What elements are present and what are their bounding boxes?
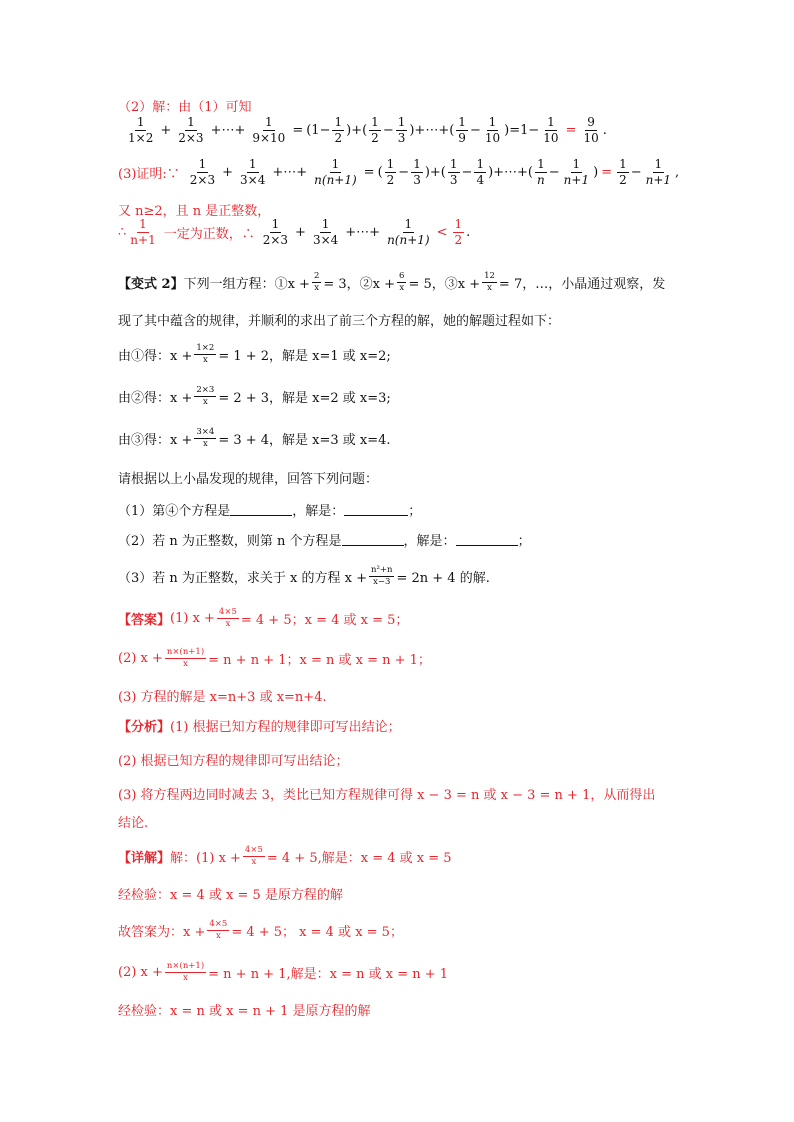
denominator: n	[537, 172, 545, 187]
step-text: = 1 + 2，解是 x=1 或 x=2;	[218, 348, 391, 364]
denominator: x	[202, 396, 208, 407]
detail-4	[118, 962, 448, 983]
question-text: = 2n + 4 的解.	[396, 570, 490, 586]
detail-text: 经检验：x = n 或 x = n + 1 是原方程的解	[118, 1004, 371, 1019]
operator: +⋯+	[272, 164, 308, 180]
question-3	[118, 566, 490, 587]
step-1	[118, 344, 391, 365]
numerator: 1	[331, 157, 340, 171]
question-text: ；	[408, 504, 422, 519]
denominator: x	[183, 658, 188, 669]
part3-proof-equation: (3)证明:∵ $\frac{1}{2\times 3}$ + $\frac{1}{3\times 4}$ +⋯+ $\frac{1}{n(n+1)}$ = ( $\frac{1}{2}$ − $\frac{1}{3}$ )+( $\frac{1}{3}$ − $\frac{1}{4}$ )+⋯+( $\frac{1}{n}$ − $\frac{1}{n+1}$ ) = $\frac{1}{2}$ − $\frac{1}{n+1}$ ,	[118, 157, 680, 187]
part2-title-text: （2）解：由（1）可知	[118, 100, 252, 115]
denominator: 10	[484, 130, 501, 145]
numerator: 1	[488, 115, 497, 129]
intro-text: = 3，②x +	[323, 276, 396, 292]
fraction	[397, 272, 406, 293]
denominator: x	[487, 282, 492, 293]
numerator: 4×5	[218, 607, 237, 617]
analysis-1	[118, 716, 401, 735]
fraction	[312, 272, 321, 293]
numerator: 4×5	[209, 919, 228, 929]
fraction	[369, 116, 381, 144]
condition-text: 又 n≥2，且 n 是正整数，	[118, 204, 271, 219]
denominator: 2	[334, 130, 343, 145]
answer-blank[interactable]	[456, 533, 518, 546]
fraction	[617, 158, 629, 186]
question-text: （1）第④个方程是	[118, 504, 231, 519]
fraction	[250, 116, 287, 144]
fraction	[238, 158, 267, 186]
fraction	[194, 428, 216, 449]
answer-text: (1) x +	[170, 610, 215, 626]
fraction	[369, 566, 394, 587]
detail-2	[118, 884, 343, 903]
answer-blank[interactable]	[342, 533, 404, 546]
answer-text: (2) x +	[118, 650, 163, 666]
operator: +	[160, 122, 172, 138]
denominator: x−3	[373, 576, 391, 587]
denominator: x	[183, 972, 188, 983]
fraction	[453, 218, 465, 246]
fraction	[194, 386, 216, 407]
fraction	[128, 218, 157, 246]
paren-group: )+(	[424, 164, 446, 180]
intro-text: = 7，…，小晶通过观察，发	[498, 276, 666, 292]
fraction	[644, 158, 673, 186]
denominator: 2×3	[178, 130, 204, 145]
answer-2	[118, 648, 431, 669]
numerator: 6	[399, 271, 405, 281]
fraction	[482, 272, 497, 293]
numerator: 3×4	[196, 427, 215, 437]
paren-group: )+⋯+(	[409, 122, 455, 138]
denominator: x	[399, 282, 405, 293]
question-text: ；	[517, 534, 531, 549]
proof-prefix: (3)证明:∵	[118, 166, 180, 182]
denominator: 2×3	[189, 172, 216, 187]
fraction	[207, 920, 229, 941]
step-3	[118, 428, 391, 449]
detail-3	[118, 920, 403, 941]
part3-conclusion: ∴ $\frac{1}{n+1}$ 一定为正数，∴ $\frac{1}{2\times 3}$ + $\frac{1}{3\times 4}$ +⋯+ $\frac{1}{n(n+1)}$ < $\frac{1}{2}$ .	[118, 217, 471, 247]
denominator: 2	[454, 232, 463, 247]
detail-text: 解：(1) x +	[170, 850, 241, 866]
denominator: 9×10	[252, 130, 286, 145]
denominator: 1×2	[128, 130, 154, 145]
detail-text: 经检验：x = 4 或 x = 5 是原方程的解	[118, 888, 343, 903]
denominator: 9	[458, 130, 466, 145]
numerator: 1	[619, 157, 627, 171]
analysis-tag: 【分析】	[118, 720, 171, 735]
denominator: 2	[386, 172, 395, 187]
fraction	[411, 158, 423, 186]
step-text: = 2 + 3，解是 x=2 或 x=3;	[218, 390, 391, 406]
detail-text: = 4 + 5,解是：x = 4 或 x = 5	[266, 850, 452, 866]
numerator: 1	[454, 217, 463, 231]
answer-1	[118, 608, 408, 629]
intro-text: 现了其中蕴含的规律，并顺利的求出了前三个方程的解，她的解题过程如下：	[118, 314, 561, 329]
denominator: 10	[543, 130, 559, 145]
variant-tag: 【变式 2】	[118, 276, 184, 292]
fraction	[483, 116, 502, 144]
numerator: 1	[139, 217, 147, 231]
answer-blank[interactable]	[230, 503, 292, 516]
paren-group: )=1−	[504, 122, 540, 138]
fraction	[448, 158, 460, 186]
paren-group: )	[593, 164, 599, 180]
denominator: 2	[619, 172, 627, 187]
analysis-2	[118, 750, 349, 769]
denominator: n+1	[563, 172, 590, 187]
denominator: n(n+1)	[387, 232, 430, 247]
part2-sum-equation	[124, 116, 607, 144]
denominator: x	[202, 354, 208, 365]
fraction	[243, 846, 265, 867]
denominator: n(n+1)	[314, 172, 357, 187]
numerator: 1	[271, 217, 280, 231]
step-text: = 3 + 4，解是 x=3 或 x=4.	[218, 432, 391, 448]
detail-text: = n + n + 1,解是：x = n 或 x = n + 1	[208, 966, 449, 982]
fraction	[474, 158, 486, 186]
operator: −	[469, 122, 481, 138]
answer-blank[interactable]	[344, 503, 408, 516]
denominator: n+1	[645, 172, 672, 187]
operator: −	[382, 122, 394, 138]
step-text: 由③得：x +	[118, 432, 193, 448]
numerator: 1	[397, 115, 406, 129]
answer-text: = 4 + 5；x = 4 或 x = 5；	[240, 612, 409, 628]
conclusion-text: 一定为正数，∴	[163, 226, 255, 242]
fraction	[126, 116, 155, 144]
therefore-symbol: ∴	[118, 224, 127, 240]
paren-group: (	[377, 164, 383, 180]
denominator: x	[251, 856, 257, 867]
detail-tag: 【详解】	[118, 850, 171, 866]
detail-text: = 4 + 5； x = 4 或 x = 5；	[231, 924, 403, 940]
question-text: ，解是：	[292, 504, 345, 519]
fraction	[312, 158, 359, 186]
answer-3	[118, 686, 327, 705]
numerator: 2×3	[196, 385, 215, 395]
numerator: 1	[654, 157, 663, 171]
punctuation: .	[602, 122, 607, 138]
denominator: 4	[476, 172, 485, 187]
numerator: 1	[334, 115, 343, 129]
operator: <	[436, 224, 448, 240]
detail-text: 故答案为：x +	[118, 924, 206, 940]
fraction	[581, 116, 600, 144]
variant-intro-cont	[118, 310, 560, 329]
operator: =	[363, 164, 375, 180]
operator: =	[601, 164, 613, 180]
fraction	[535, 158, 547, 186]
numerator: n×(n+1)	[166, 961, 205, 971]
denominator: x	[314, 282, 320, 293]
denominator: n+1	[130, 232, 156, 247]
analysis-text: 结论.	[118, 816, 149, 831]
denominator: 10	[583, 130, 599, 145]
numerator: 1×2	[196, 343, 215, 353]
intro-text: 下列一组方程：①x +	[183, 276, 310, 292]
numerator: 1	[321, 217, 330, 231]
numerator: 1	[547, 115, 555, 129]
fraction	[396, 116, 408, 144]
numerator: 1	[537, 157, 545, 171]
answer-tag: 【答案】	[118, 612, 171, 628]
denominator: 3	[449, 172, 458, 187]
punctuation: ,	[675, 164, 680, 180]
detail-5	[118, 1000, 371, 1019]
numerator: 1	[572, 157, 581, 171]
analysis-3	[118, 784, 655, 803]
analysis-4	[118, 812, 148, 831]
operator: +⋯+	[210, 122, 246, 138]
numerator: 12	[484, 271, 495, 281]
analysis-text: (1) 根据已知方程的规律即可写出结论；	[170, 720, 401, 735]
operator: =	[565, 122, 577, 138]
numerator: 1	[265, 115, 273, 129]
fraction	[385, 158, 397, 186]
fraction	[188, 158, 217, 186]
question-2	[118, 530, 531, 549]
fraction	[261, 218, 290, 246]
denominator: x	[225, 618, 231, 629]
step-text: 由①得：x +	[118, 348, 193, 364]
denominator: 3	[413, 172, 421, 187]
numerator: 2	[313, 271, 320, 281]
answer-text: = n + n + 1；x = n 或 x = n + 1；	[208, 652, 431, 668]
numerator: 1	[458, 115, 466, 129]
fraction	[311, 218, 340, 246]
fraction	[456, 116, 468, 144]
numerator: 4×5	[244, 845, 263, 855]
denominator: 3	[397, 130, 406, 145]
detail-1	[118, 846, 452, 867]
denominator: 2	[371, 130, 379, 145]
numerator: 1	[187, 115, 195, 129]
question-text: ，解是：	[403, 534, 456, 549]
fraction	[165, 962, 206, 983]
step-2	[118, 386, 391, 407]
paren-group: (1−	[306, 122, 331, 138]
question-text: （2）若 n 为正整数，则第 n 个方程是	[118, 534, 342, 549]
operator: +⋯+	[345, 224, 381, 240]
operator: =	[292, 122, 304, 138]
analysis-text: (3) 将方程两边同时减去 3，类比已知方程规律可得 x − 3 = n 或 x − 3 = n + 1，从而得出	[118, 788, 656, 803]
detail-text: (2) x +	[118, 964, 163, 980]
fraction	[385, 218, 432, 246]
paren-group: )+(	[346, 122, 368, 138]
numerator: 1	[371, 115, 379, 129]
denominator: x	[202, 438, 208, 449]
numerator: n×(n+1)	[166, 647, 205, 657]
fraction	[194, 344, 216, 365]
numerator: n²+n	[371, 565, 393, 575]
question-1	[118, 500, 421, 519]
numerator: 1	[386, 157, 395, 171]
numerator: 1	[413, 157, 421, 171]
denominator: 3×4	[312, 232, 339, 247]
variant-intro	[118, 272, 665, 293]
intro-text: = 5，③x +	[408, 276, 481, 292]
denominator: x	[215, 930, 221, 941]
answer-text: (3) 方程的解是 x=n+3 或 x=n+4.	[118, 690, 327, 705]
part2-title	[118, 96, 252, 115]
denominator: 3×4	[240, 172, 266, 187]
fraction	[332, 116, 344, 144]
denominator: 2×3	[262, 232, 289, 247]
fraction	[217, 608, 239, 629]
numerator: 1	[404, 217, 413, 231]
question-text: （3）若 n 为正整数，求关于 x 的方程 x +	[118, 570, 367, 586]
analysis-text: (2) 根据已知方程的规律即可写出结论；	[118, 754, 349, 769]
numerator: 9	[587, 115, 595, 129]
numerator: 1	[198, 157, 207, 171]
fraction	[176, 116, 205, 144]
step-text: 由②得：x +	[118, 390, 193, 406]
numerator: 1	[476, 157, 485, 171]
fraction	[541, 116, 560, 144]
punctuation: .	[466, 224, 471, 240]
fraction	[165, 648, 206, 669]
numerator: 1	[248, 157, 257, 171]
fraction	[562, 158, 591, 186]
numerator: 1	[136, 115, 145, 129]
numerator: 1	[449, 157, 458, 171]
prompt-text: 请根据以上小晶发现的规律，回答下列问题：	[118, 472, 379, 487]
paren-group: )+⋯+(	[488, 164, 534, 180]
question-prompt	[118, 468, 378, 487]
